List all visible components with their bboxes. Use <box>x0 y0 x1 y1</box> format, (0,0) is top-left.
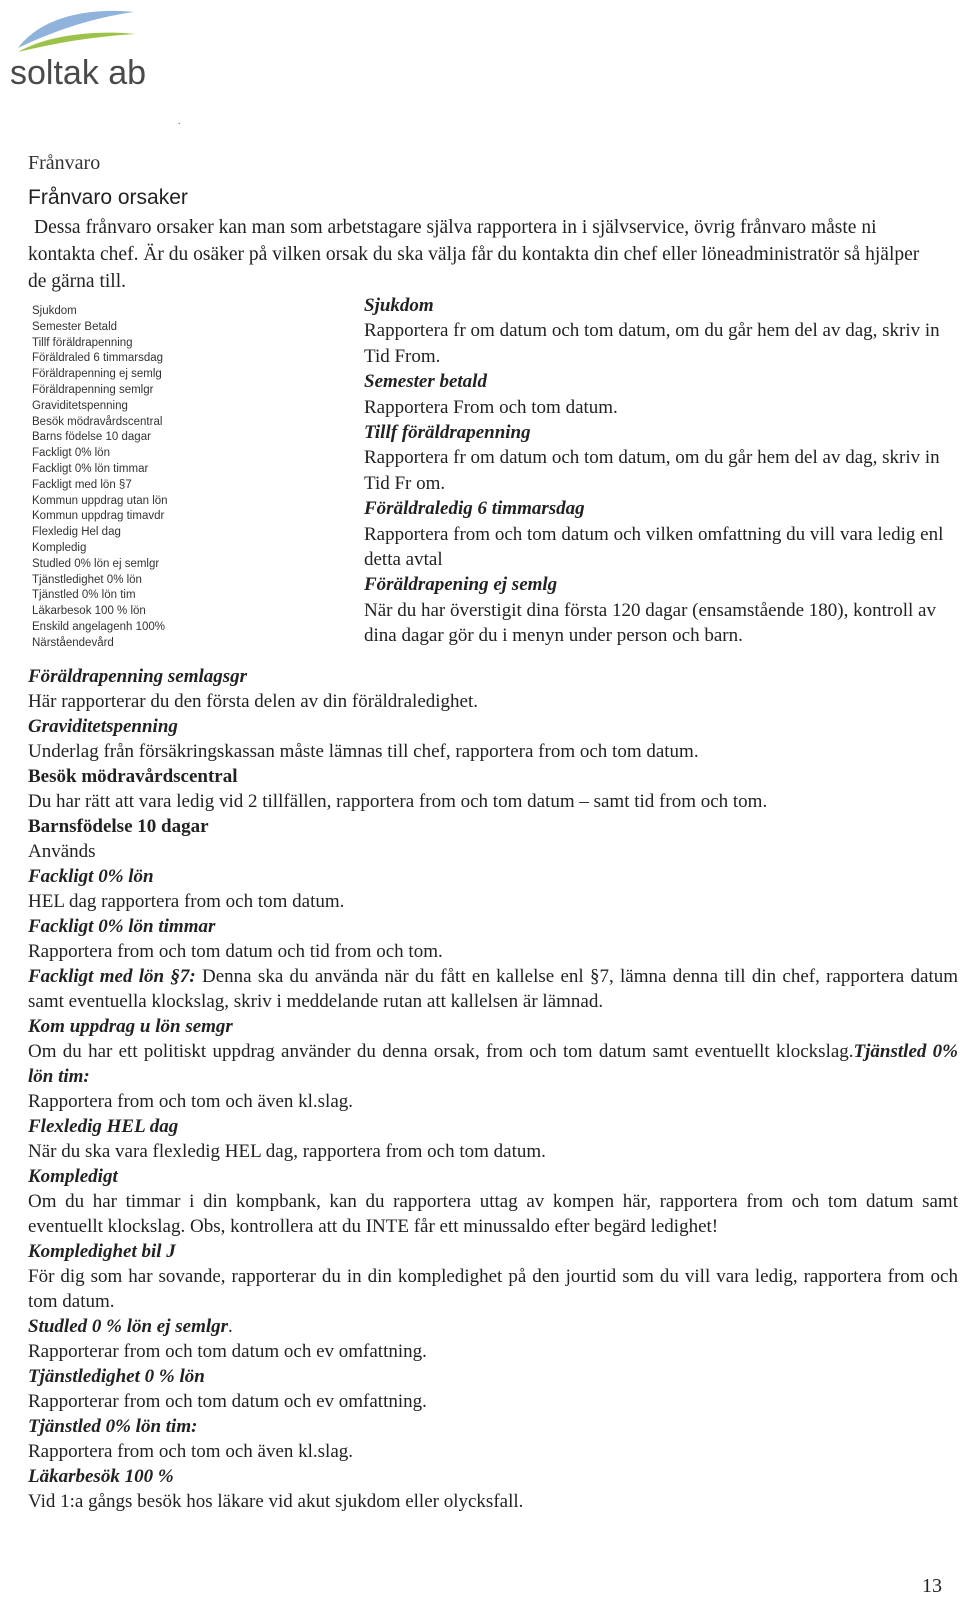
right-column-descriptions <box>364 293 954 649</box>
reason-list-item: Studled 0% lön ej semlgr <box>32 557 160 570</box>
item-description: När du ska vara flexledig HEL dag, rapportera from och tom datum. <box>28 1141 546 1162</box>
reason-list <box>32 304 352 652</box>
reason-list-item: Barns födelse 10 dagar <box>32 431 151 444</box>
item-description: Här rapporterar du den första delen av din föräldraledighet. <box>28 691 478 712</box>
reason-list-item: Föräldrapenning semlgr <box>32 383 154 396</box>
reason-list-item: Semester Betald <box>32 320 118 333</box>
item-title: Föräldrapenning semlagsgr <box>28 666 248 687</box>
item-title: Barnsfödelse 10 dagar <box>28 816 209 837</box>
item-title: Semester betald <box>364 371 487 393</box>
item-title: Besök mödravårdscentral <box>28 766 238 787</box>
logo-text: soltak ab <box>10 54 147 92</box>
reason-list-item: Fackligt 0% lön <box>32 447 110 460</box>
reason-list-item: Fackligt 0% lön timmar <box>32 462 149 475</box>
item-title: Läkarbesök 100 % <box>28 1466 174 1487</box>
item-description: Rapportera from och tom datum och vilken omfattning du vill vara ledig enl detta avtal <box>364 523 944 571</box>
item-paragraph <box>28 1039 958 1089</box>
item-description: Om du har ett politiskt uppdrag använder du denna orsak, from och tom datum samt eventuellt klockslag. <box>28 1041 854 1062</box>
item-title: Graviditetspenning <box>28 716 178 737</box>
item-description: Om du har timmar i din kompbank, kan du rapportera uttag av kompen här, rapportera from och tom datum samt eventuellt klockslag. Obs, kontrollera att du INTE får ett minussaldo efter begärd ledighet! <box>28 1191 958 1237</box>
item-title: Sjukdom <box>364 295 434 316</box>
reason-list-item: Fackligt med lön §7 <box>32 478 132 491</box>
reason-list-item: Läkarbesok 100 % lön <box>32 605 146 618</box>
item-title: Kompledighet bil J <box>28 1241 176 1262</box>
company-logo <box>4 4 174 94</box>
reason-list-item: Enskild angelagenh 100% <box>32 620 165 633</box>
main-descriptions <box>28 664 958 1514</box>
reason-list-item: Sjukdom <box>32 305 77 317</box>
item-description: Rapportera fr om datum och tom datum, om du går hem del av dag, skriv in Tid Fr om. <box>364 447 940 494</box>
item-description: För dig som har sovande, rapporterar du in din kompledighet på den jourtid som du vill vara ledig, rapportera from och tom datum. <box>28 1266 958 1312</box>
item-title: Tjänstled 0% lön tim: <box>28 1041 958 1087</box>
reason-list-item: Graviditetspenning <box>32 399 128 412</box>
reason-list-item: Kommun uppdrag utan lön <box>32 494 168 507</box>
item-title: Fackligt med lön §7: <box>28 966 196 987</box>
item-description: Underlag från försäkringskassan måste lämnas till chef, rapportera from och tom datum. <box>28 741 699 762</box>
reason-list-item: Kommun uppdrag timavdr <box>32 510 165 523</box>
reason-list-item: Tillf föräldrapenning <box>32 336 133 349</box>
section-heading: Frånvaro orsaker <box>28 186 188 209</box>
intro-paragraph: Dessa frånvaro orsaker kan man som arbetstagare själva rapportera in i självservice, övrig frånvaro måste ni kontakta chef. Är du osäker på vilken orsak du ska välja får du kontakta din chef eller löneadministratör så hjälper de gärna till. <box>28 217 920 292</box>
item-title: Studled 0 % lön ej semlgr <box>28 1316 229 1337</box>
item-description: Rapportera fr om datum och tom datum, om du går hem del av dag, skriv in Tid From. <box>364 320 940 367</box>
item-description: Rapporterar from och tom datum och ev omfattning. <box>28 1341 427 1362</box>
item-description: HEL dag rapportera from och tom datum. <box>28 891 345 912</box>
item-title: Tillf föräldrapenning <box>364 422 531 444</box>
item-description: Du har rätt att vara ledig vid 2 tillfällen, rapportera from och tom datum – samt tid from och tom. <box>28 791 768 812</box>
item-title: Kompledigt <box>28 1166 118 1187</box>
item-description: Används <box>28 841 96 862</box>
reason-list-item: Tjänstledighet 0% lön <box>32 573 142 586</box>
item-description: Rapporterar from och tom datum och ev omfattning. <box>28 1391 427 1412</box>
reason-list-item: Tjänstled 0% lön tim <box>32 589 136 602</box>
reason-list-item: Föräldrapenning ej semlg <box>32 368 162 381</box>
item-description: Denna ska du använda när du fått en kallelse enl §7, lämna denna till din chef, rapportera datum samt eventuella klockslag, skriv i meddelande rutan att kallelsen är lämnad. <box>28 966 958 1012</box>
reason-list-item: Kompledig <box>32 541 87 554</box>
item-title: Föräldraledig 6 timmarsdag <box>364 498 585 520</box>
item-title: Tjänstled 0% lön tim: <box>28 1416 198 1437</box>
page-number: 13 <box>922 1575 942 1597</box>
item-title: Föräldrapening ej semlg <box>364 574 558 596</box>
item-description: Rapportera from och tom och även kl.slag. <box>28 1091 354 1112</box>
item-description: Rapportera from och tom och även kl.slag. <box>28 1441 354 1462</box>
reason-list-item: Besök mödravårdscentral <box>32 415 163 428</box>
item-title: Kom uppdrag u lön semgr <box>28 1016 233 1037</box>
page-heading: Frånvaro <box>28 152 101 174</box>
reason-list-item: Närståendevård <box>32 636 114 649</box>
item-title: Fackligt 0% lön <box>28 866 154 887</box>
decorative-dot: . <box>178 116 181 127</box>
item-description: När du har överstigit dina första 120 dagar (ensamstående 180), kontroll av dina dagar gör du i menyn under person och barn. <box>364 599 936 647</box>
item-paragraph <box>28 1314 958 1339</box>
reason-list-item: Föräldraled 6 timmarsdag <box>32 352 164 365</box>
item-title: Tjänstledighet 0 % lön <box>28 1366 205 1387</box>
item-description: Rapportera From och tom datum. <box>364 396 618 418</box>
item-title: Fackligt 0% lön timmar <box>28 916 216 937</box>
item-description: Vid 1:a gångs besök hos läkare vid akut sjukdom eller olycksfall. <box>28 1491 524 1512</box>
item-paragraph <box>28 964 958 1014</box>
item-suffix: . <box>228 1316 233 1337</box>
reason-list-item: Flexledig Hel dag <box>32 526 121 539</box>
item-description: Rapportera from och tom datum och tid from och tom. <box>28 941 443 962</box>
item-title: Flexledig HEL dag <box>28 1116 179 1137</box>
